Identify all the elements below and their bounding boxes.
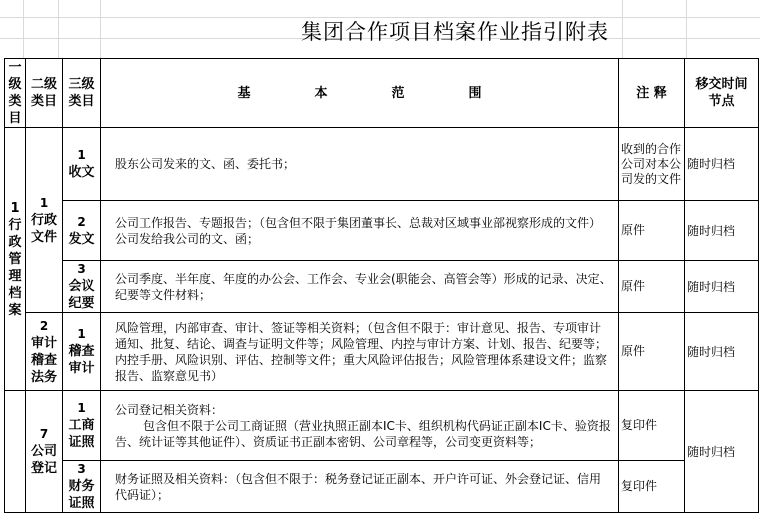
scope-cell: 风险管理，内部审查、审计、签证等相关资料；（包含但不限于：审计意见、报告、专项审计通知、批复、结论、调查与证明文件等；风险管理、内控与审计方案、计划、报告、纪要等；内控手册、风险识别、评估、控制等文件；重大风险评估报告；风险管理体系建设文件；监察报告、监察意见书）	[101, 313, 619, 391]
level3-category: 1 工商 证照	[63, 391, 101, 461]
archive-guide-table	[4, 58, 759, 513]
note-cell: 复印件	[619, 391, 685, 461]
scope-cell: 公司登记相关资料： 包含但不限于公司工商证照（营业执照正副本IC卡、组织机构代码证正副本IC卡、验资报告、统计证等其他证件）、资质证书正副本密钥、公司章程等，公司变更资料等；	[101, 391, 619, 461]
transfer-cell: 随时归档	[685, 391, 759, 513]
level3-category: 3 财务 证照	[63, 461, 101, 513]
note-cell: 原件	[619, 261, 685, 313]
level3-category: 3 会议 纪要	[63, 261, 101, 313]
transfer-cell: 随时归档	[685, 128, 759, 201]
header-level3: 三级类目	[63, 59, 101, 128]
scope-cell: 财务证照及相关资料：（包含但不限于：税务登记证正副本、开户许可证、外会登记证、信用代码证）；	[101, 461, 619, 513]
table-row	[5, 461, 759, 513]
transfer-cell: 随时归档	[685, 261, 759, 313]
header-scope: 基 本 范 围	[101, 59, 619, 128]
level3-category: 1 收文	[63, 128, 101, 201]
table-row	[5, 391, 759, 461]
header-note: 注 释	[619, 59, 685, 128]
transfer-cell: 随时归档	[685, 313, 759, 391]
header-level1: 一级类目	[5, 59, 26, 128]
level2-category: 1 行政 文件	[26, 128, 63, 313]
level2-category: 2 审计 稽查 法务	[26, 313, 63, 391]
transfer-cell: 随时归档	[685, 201, 759, 261]
page-title: 集团合作项目档案作业指引附表	[301, 20, 609, 44]
header-transfer: 移交时间节点	[685, 59, 759, 128]
level3-category: 1 稽查 审计	[63, 313, 101, 391]
header-level2: 二级类目	[26, 59, 63, 128]
note-cell: 原件	[619, 313, 685, 391]
scope-cell: 公司季度、半年度、年度的办公会、工作会、专业会(职能会、高管会等）形成的记录、决定、纪要等文件材料；	[101, 261, 619, 313]
note-cell: 复印件	[619, 461, 685, 513]
table-row	[5, 261, 759, 313]
note-cell: 原件	[619, 201, 685, 261]
table-row	[5, 201, 759, 261]
header-row	[5, 59, 759, 128]
table-row	[5, 313, 759, 391]
table-row	[5, 128, 759, 201]
scope-cell: 股东公司发来的文、函、委托书；	[101, 128, 619, 201]
level1-category: 1 行政管理档案	[5, 128, 26, 391]
level2-category: 7 公司 登记	[26, 391, 63, 513]
level1-category-blank	[5, 391, 26, 513]
note-cell: 收到的合作公司对本公司发的文件	[619, 128, 685, 201]
level3-category: 2 发文	[63, 201, 101, 261]
scope-cell: 公司工作报告、专题报告；（包含但不限于集团董事长、总裁对区域事业部视察形成的文件） 公司发给我公司的文、函；	[101, 201, 619, 261]
